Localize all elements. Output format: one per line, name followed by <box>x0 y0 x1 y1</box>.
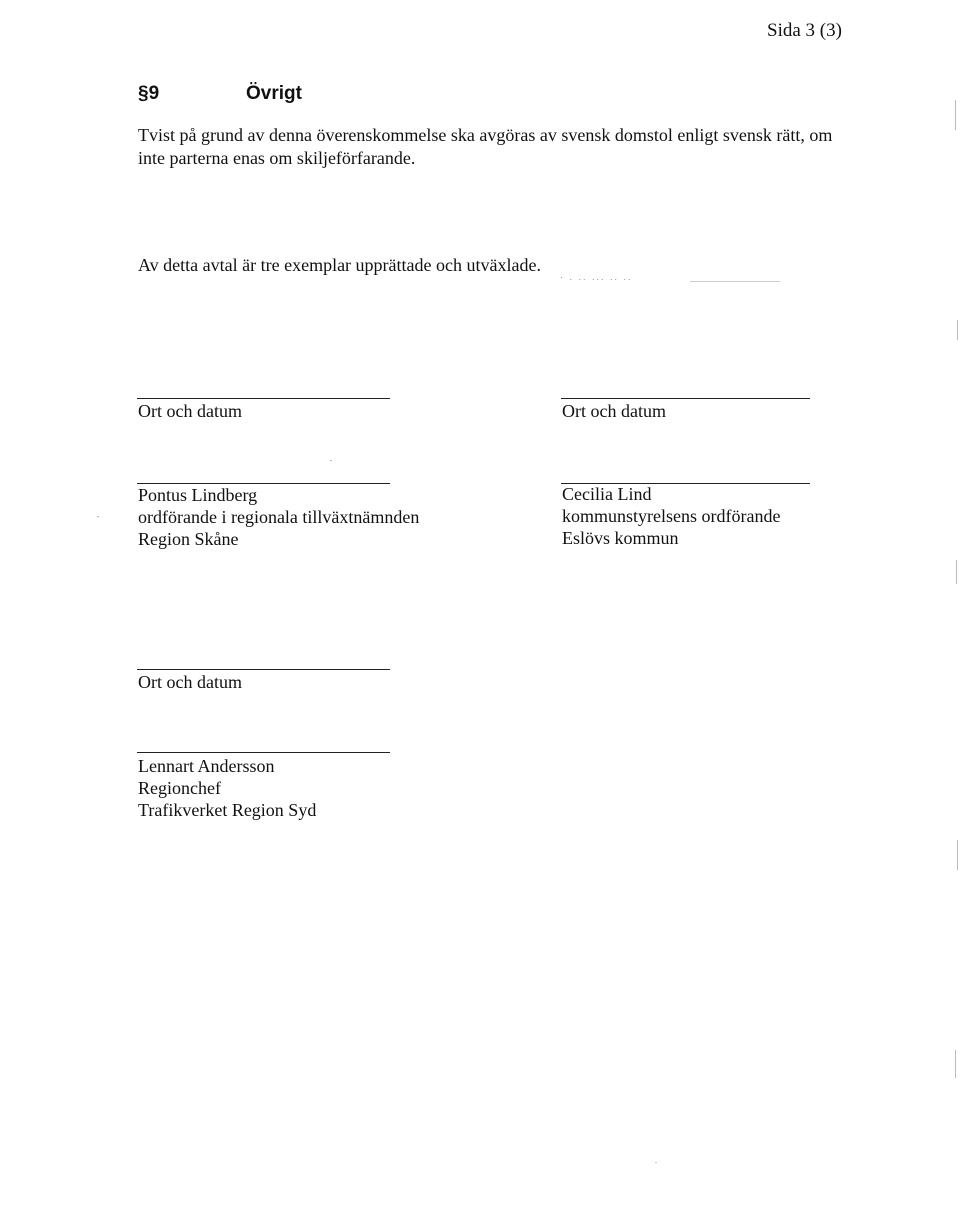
scan-edge-mark <box>956 560 957 584</box>
signature-line-right-date <box>561 398 810 399</box>
signer-organization: Eslövs kommun <box>562 528 679 548</box>
signer-block-bottom <box>138 755 316 821</box>
paragraph-dispute-line-1: Tvist på grund av denna överenskommelse ska avgöras av svensk domstol enligt svensk rätt, om <box>138 125 833 145</box>
scan-artifact: · . .. ... .. .. <box>560 272 633 282</box>
scan-speck <box>97 516 99 517</box>
signer-role: kommunstyrelsens ordförande <box>562 506 781 526</box>
signature-line-left-date <box>137 398 390 399</box>
signer-role: ordförande i regionala tillväxtnämnden <box>138 507 420 527</box>
scan-artifact-line <box>690 281 780 282</box>
scan-speck <box>330 460 332 461</box>
scan-speck <box>655 1162 657 1163</box>
scan-edge-mark <box>957 840 958 870</box>
date-label-right: Ort och datum <box>562 401 666 421</box>
signature-line-bottom-date <box>137 669 390 670</box>
page-number: Sida 3 (3) <box>767 20 842 41</box>
paragraph-dispute-line-2: inte parterna enas om skiljeförfarande. <box>138 148 416 168</box>
signature-line-bottom-signer <box>137 752 390 753</box>
section-title: Övrigt <box>246 83 302 104</box>
signer-role: Regionchef <box>138 778 221 798</box>
signer-name: Pontus Lindberg <box>138 485 258 505</box>
paragraph-copies: Av detta avtal är tre exemplar upprättade och utväxlade. <box>138 255 541 275</box>
signer-block-left <box>138 484 419 550</box>
scan-edge-mark <box>955 100 956 130</box>
signer-organization: Region Skåne <box>138 529 239 549</box>
scan-edge-mark <box>957 320 958 340</box>
date-label-left: Ort och datum <box>138 401 242 421</box>
scan-edge-mark <box>955 1050 956 1078</box>
signer-name: Cecilia Lind <box>562 484 652 504</box>
signer-block-right <box>562 483 780 549</box>
date-label-bottom: Ort och datum <box>138 672 242 692</box>
signer-name: Lennart Andersson <box>138 756 275 776</box>
signer-organization: Trafikverket Region Syd <box>138 800 317 820</box>
section-number: §9 <box>138 83 160 104</box>
